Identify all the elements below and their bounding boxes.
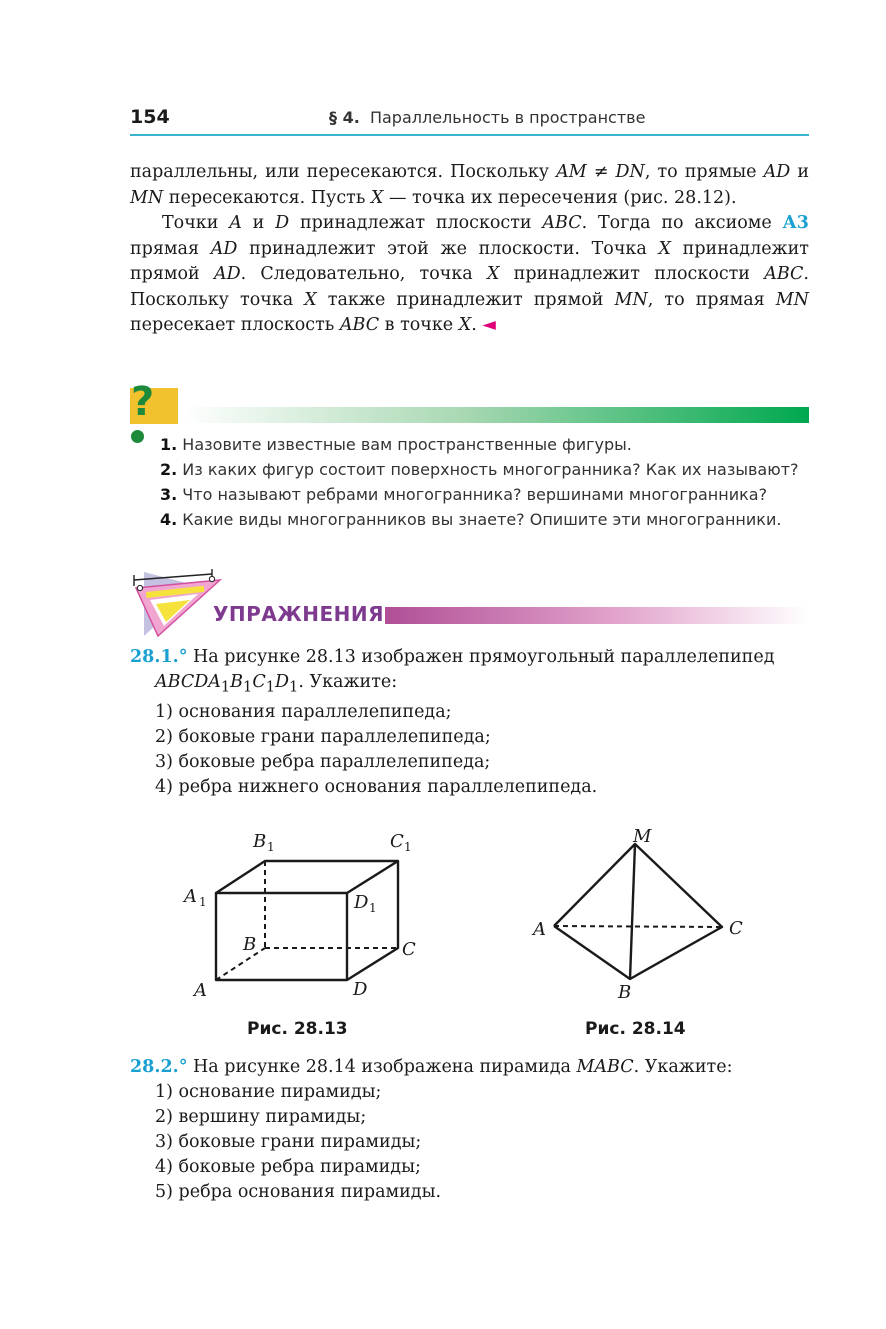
math: MN [614,289,648,310]
exercise-statement [130,645,810,670]
proof-paragraph-2 [130,211,809,339]
text: . Следовательно, точка [240,264,487,284]
subscript: 1 [243,678,253,696]
question-item [160,482,799,507]
text: . Поскольку точка [130,264,809,310]
section-sign: § 4. [329,108,360,127]
question-text: Назовите известные вам пространственные фигуры. [177,435,632,454]
figure-caption: Рис. 28.13 [247,1019,348,1039]
math: ABC [339,315,380,335]
exercise-number[interactable]: 28.2.° [130,1057,188,1077]
math: MN [130,187,164,208]
question-dot [131,430,144,443]
vertex-label: B [243,934,257,955]
exercises-bar [385,607,809,624]
subscript: 1 [265,678,275,696]
text: Точки [162,213,230,233]
question-bar [182,407,809,423]
list-item: 1) основание пирамиды; [155,1082,382,1102]
question-item [160,457,799,482]
vertex-label: C [729,918,743,939]
math: ABC [542,213,582,233]
text: принадлежат плоскости [289,213,543,233]
vertex-label: C [402,939,416,960]
question-text: Что называют ребрами многогранника? вершинами многогранника? [177,485,768,504]
math: C [252,672,266,692]
running-header [329,108,645,127]
math: AM ≠ DN [556,162,645,182]
list-item: 2) вершину пирамиды; [155,1107,367,1127]
list-item: 4) боковые ребра пирамиды; [155,1157,421,1177]
text: , то прямые [644,162,764,182]
axiom-link[interactable]: А3 [782,213,809,233]
math: AD [763,162,791,182]
subscript: 1 [289,678,299,696]
math: ABCDA [155,672,221,692]
math: MN [775,289,809,310]
question-text: Какие виды многогранников вы знаете? Опишите эти многогранники. [177,510,782,529]
math: ABC [764,264,804,284]
figure-caption: Рис. 28.14 [585,1019,686,1039]
math: AD [213,264,241,284]
vertex-subscript: 1 [369,901,377,915]
vertex-label: D [353,979,368,1000]
text: также принадлежит прямой [316,289,615,310]
question-item [160,507,799,532]
list-item: 2) боковые грани параллелепипеда; [155,726,491,747]
question-list [160,432,799,532]
subscript: 1 [220,678,231,696]
figure-pyramid [520,820,750,1010]
list-item: 5) ребра основания пирамиды. [155,1182,442,1202]
math: A [229,213,242,233]
text: прямая [130,238,211,259]
math: MABC [576,1057,634,1077]
question-number: 4. [160,510,178,529]
text: . Укажите: [298,672,398,692]
math: D [275,213,290,233]
list-item: 3) боковые грани пирамиды; [155,1132,422,1152]
text: принадлежит плоскости [499,264,765,284]
vertex-subscript: 1 [267,840,275,854]
exercise-28-1 [130,645,810,800]
question-item [160,432,799,457]
text: На рисунке 28.13 изображен прямоугольный параллелепипед [187,647,775,667]
question-number: 3. [160,485,178,504]
question-number: 2. [160,460,178,479]
vertex-subscript: 1 [199,895,207,909]
vertex-label: M [633,826,652,847]
vertex-label: A [184,886,197,907]
qed-icon: ◄ [482,315,496,335]
vertex-subscript: 1 [404,840,412,854]
math: B [230,672,244,692]
figure-parallelepiped [170,820,430,1010]
text: принадлежит этой же плоскости. Точка [237,238,659,259]
text: параллельны, или пересекаются. Поскольку [130,162,557,182]
text: и [790,162,809,182]
text: пересекаются. Пусть [163,187,371,208]
text: пересекает плоскость [130,315,340,335]
text: . Укажите: [633,1057,733,1077]
vertex-label: A [194,980,207,1001]
section-title: Параллельность в пространстве [369,108,646,127]
text: — точка их пересечения (рис. 28.12). [383,187,737,208]
list-item: 3) боковые ребра параллелепипеда; [155,751,491,772]
vertex-label: D [354,892,369,913]
math: X [658,238,671,259]
exercise-statement [130,1055,810,1080]
exercise-28-2 [130,1055,810,1205]
list-item: 4) ребра нижнего основания параллелепипеда. [155,776,598,797]
question-number: 1. [160,435,178,454]
proof-paragraph-1 [130,160,809,211]
exercise-statement-cont [130,670,810,700]
math: X [370,187,384,208]
text: , то прямая [647,289,776,310]
proof-text [130,160,809,339]
list-item: 1) основания параллелепипеда; [155,701,452,722]
exercises-title: УПРАЖНЕНИЯ [213,602,385,626]
vertex-label: C [390,831,404,852]
exercise-number[interactable]: 28.1.° [130,647,188,667]
text: . Тогда по аксиоме [581,213,783,233]
text: в точке [379,315,459,335]
vertex-label: B [253,831,267,852]
question-mark-icon: ? [131,379,155,425]
ruler-triangle-icon [128,566,224,638]
math: X [304,289,317,310]
math: X [486,264,500,284]
page-number: 154 [130,106,170,128]
math: D [275,672,290,692]
text: На рисунке 28.14 изображена пирамида [187,1057,577,1077]
vertex-label: A [533,919,546,940]
question-text: Из каких фигур состоит поверхность многогранника? Как их называют? [177,460,799,479]
text: . [471,315,483,335]
math: AD [210,238,238,259]
header-rule [130,134,809,136]
math: X [458,315,472,335]
text: принадлежит прямой [130,238,809,284]
text: и [241,213,276,233]
vertex-label: B [618,982,632,1003]
